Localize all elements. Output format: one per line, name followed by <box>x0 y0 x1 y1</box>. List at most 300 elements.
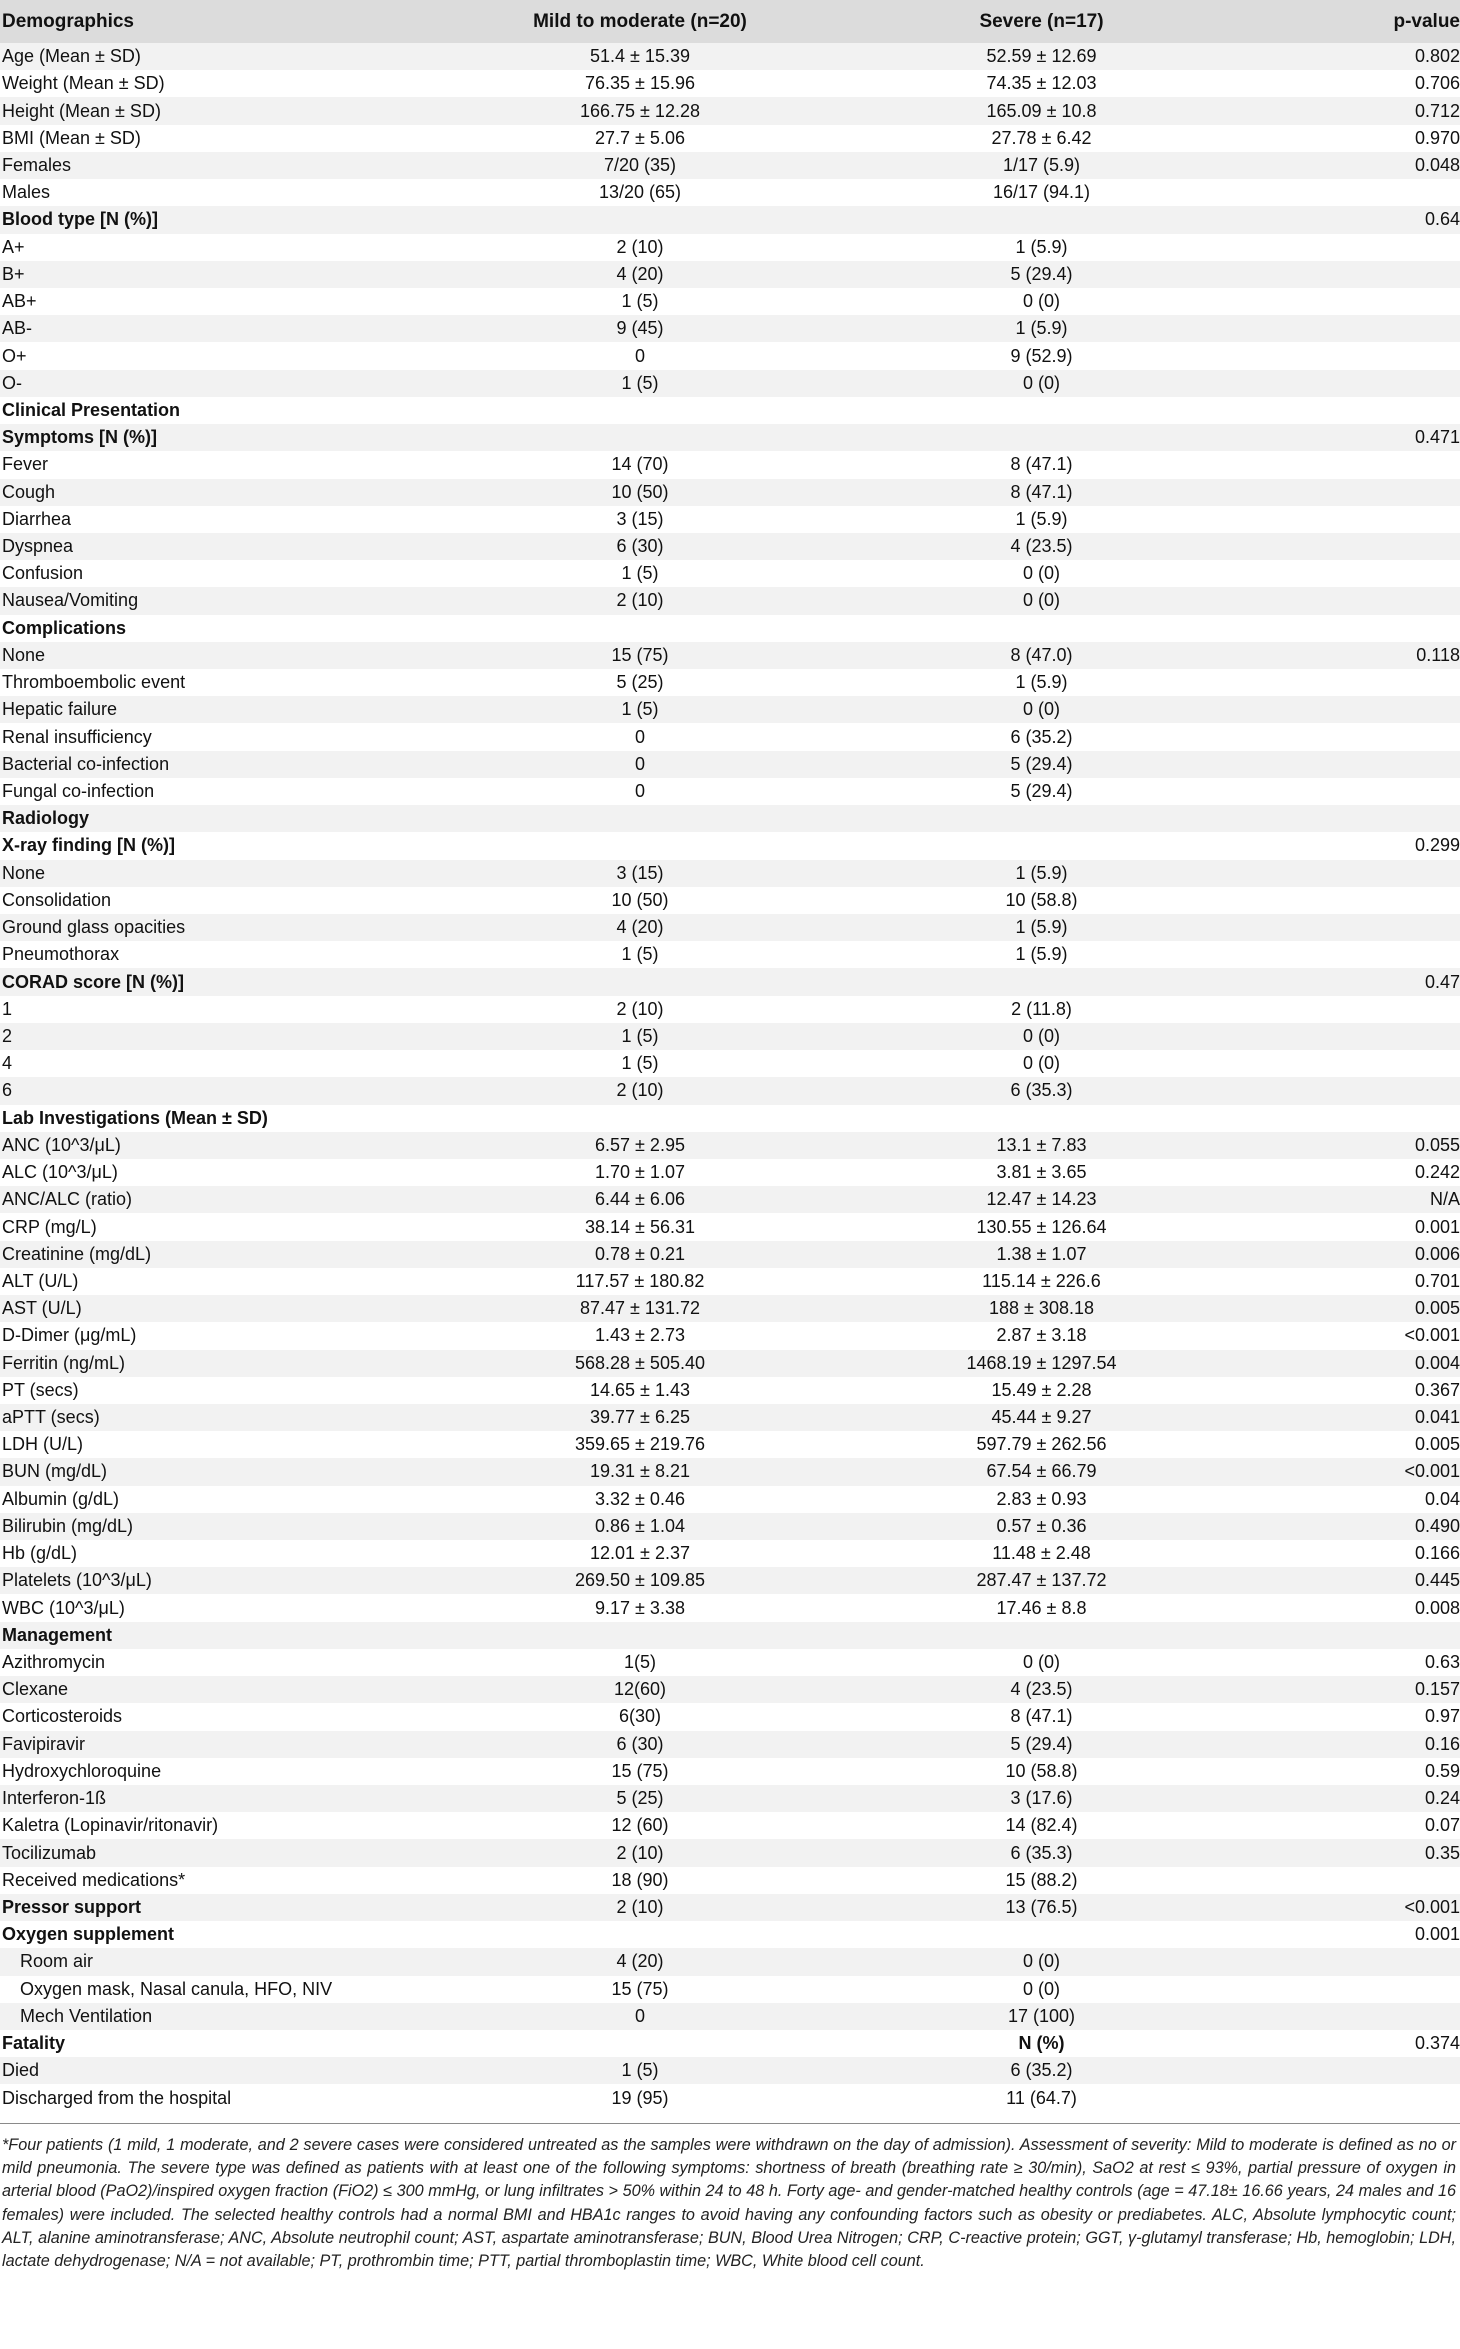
section-header-row <box>0 206 1460 233</box>
severe-cell: 8 (47.1) <box>1010 1706 1073 1727</box>
mild-to-moderate-cell: 15 (75) <box>611 1978 669 1999</box>
row-label: ANC/ALC (ratio) <box>2 1189 133 1210</box>
severe-cell: 0 (0) <box>1022 563 1060 584</box>
row-label: ALC (10^3/μL) <box>2 1162 118 1183</box>
row-label: Received medications* <box>2 1869 186 1890</box>
table-row <box>0 696 1460 723</box>
mild-to-moderate-cell: 2 (10) <box>616 236 664 257</box>
mild-to-moderate-cell: 3 (15) <box>616 508 664 529</box>
p-value-cell <box>1285 261 1460 288</box>
row-label: None <box>2 644 46 665</box>
row-label: Lab Investigations (Mean ± SD) <box>2 1107 268 1128</box>
p-value-cell: 0.64 <box>1424 209 1460 230</box>
row-label: LDH (U/L) <box>2 1434 84 1455</box>
p-value-cell <box>1285 370 1460 397</box>
p-value-cell: 0.367 <box>1414 1379 1460 1400</box>
severe-cell: 45.44 ± 9.27 <box>991 1407 1092 1428</box>
row-label: X-ray finding [N (%)] <box>2 835 175 856</box>
table-row <box>0 1676 1460 1703</box>
severe-cell: 0 (0) <box>1022 1025 1060 1046</box>
table-row <box>0 1758 1460 1785</box>
severe-cell <box>798 1622 1285 1649</box>
table-row <box>0 1486 1460 1513</box>
table-row <box>0 261 1460 288</box>
severe-cell <box>798 424 1285 451</box>
p-value-cell: 0.97 <box>1424 1706 1460 1727</box>
severe-cell: 10 (58.8) <box>1005 889 1078 910</box>
p-value-cell: 0.048 <box>1414 154 1460 175</box>
severe-cell: 12.47 ± 14.23 <box>986 1189 1097 1210</box>
row-label: Room air <box>20 1951 94 1972</box>
row-label: Age (Mean ± SD) <box>2 46 141 67</box>
mild-to-moderate-cell: 0 <box>634 753 645 774</box>
mild-to-moderate-cell: 1.70 ± 1.07 <box>595 1162 685 1183</box>
section-header-row <box>0 1622 1460 1649</box>
table-row <box>0 778 1460 805</box>
row-label: 1 <box>2 998 13 1019</box>
severe-cell: 17 (100) <box>1007 2005 1076 2026</box>
severe-cell: 0 (0) <box>1022 699 1060 720</box>
severe-cell: 11 (64.7) <box>1006 2087 1077 2108</box>
row-label: Symptoms [N (%)] <box>2 427 158 448</box>
footnote-divider <box>0 2123 1460 2124</box>
mild-to-moderate-cell <box>482 424 798 451</box>
table-row <box>0 1241 1460 1268</box>
severe-cell: 0 (0) <box>1022 590 1060 611</box>
row-label: 4 <box>2 1053 13 1074</box>
severe-cell: N (%) <box>1018 2033 1065 2054</box>
severe-cell <box>798 1921 1285 1948</box>
row-label: Kaletra (Lopinavir/ritonavir) <box>2 1815 219 1836</box>
row-label: Oxygen supplement <box>2 1924 175 1945</box>
mild-to-moderate-cell <box>482 832 798 859</box>
mild-to-moderate-cell: 19 (95) <box>611 2087 669 2108</box>
p-value-cell: 0.008 <box>1414 1597 1460 1618</box>
severe-cell: 17.46 ± 8.8 <box>996 1597 1087 1618</box>
table-row <box>0 1731 1460 1758</box>
section-header-row <box>0 615 1460 642</box>
p-value-cell <box>1285 479 1460 506</box>
severe-cell: 10 (58.8) <box>1005 1760 1078 1781</box>
row-label: Bilirubin (mg/dL) <box>2 1515 134 1536</box>
mild-to-moderate-cell: 2 (10) <box>616 1842 664 1863</box>
row-label: ALT (U/L) <box>2 1270 79 1291</box>
p-value-cell <box>1285 1976 1460 2003</box>
table-row <box>0 179 1460 206</box>
row-label: Clexane <box>2 1679 69 1700</box>
severe-cell: 13.1 ± 7.83 <box>996 1134 1087 1155</box>
table-row <box>0 723 1460 750</box>
p-value-cell: 0.970 <box>1414 127 1460 148</box>
severe-cell: 6 (35.2) <box>1010 2060 1073 2081</box>
row-label: Hepatic failure <box>2 699 118 720</box>
row-label: Fever <box>2 454 49 475</box>
severe-cell: 4 (23.5) <box>1010 1679 1073 1700</box>
p-value-cell: 0.041 <box>1414 1407 1460 1428</box>
table-row <box>0 1649 1460 1676</box>
table-row <box>0 1431 1460 1458</box>
table-row <box>0 1023 1460 1050</box>
table-row <box>0 1295 1460 1322</box>
p-value-cell <box>1285 696 1460 723</box>
row-label: CORAD score [N (%)] <box>2 971 185 992</box>
row-label: CRP (mg/L) <box>2 1216 97 1237</box>
p-value-cell: 0.242 <box>1414 1162 1460 1183</box>
mild-to-moderate-cell <box>482 805 798 832</box>
p-value-cell: 0.47 <box>1424 971 1460 992</box>
row-label: Diarrhea <box>2 508 72 529</box>
row-label: BUN (mg/dL) <box>2 1461 108 1482</box>
table-row <box>0 560 1460 587</box>
p-value-cell <box>1285 723 1460 750</box>
severe-cell: 67.54 ± 66.79 <box>986 1461 1097 1482</box>
row-label: None <box>2 862 46 883</box>
section-header-row <box>0 1894 1460 1921</box>
table-row <box>0 669 1460 696</box>
table-row <box>0 97 1460 124</box>
row-label: Favipiravir <box>2 1733 86 1754</box>
severe-cell: 597.79 ± 262.56 <box>976 1434 1107 1455</box>
row-label: Confusion <box>2 563 84 584</box>
table-row <box>0 587 1460 614</box>
row-label: Mech Ventilation <box>20 2005 153 2026</box>
mild-to-moderate-cell: 1(5) <box>623 1652 656 1673</box>
header-p-value: p-value <box>1393 10 1460 32</box>
row-label: Bacterial co-infection <box>2 753 170 774</box>
mild-to-moderate-cell: 1 (5) <box>621 563 659 584</box>
severe-cell: 3 (17.6) <box>1010 1788 1073 1809</box>
p-value-cell <box>1285 1077 1460 1104</box>
table-row <box>0 1458 1460 1485</box>
table-row <box>0 234 1460 261</box>
p-value-cell <box>1285 587 1460 614</box>
mild-to-moderate-cell: 4 (20) <box>616 917 664 938</box>
mild-to-moderate-cell: 6 (30) <box>616 536 664 557</box>
mild-to-moderate-cell: 7/20 (35) <box>603 154 677 175</box>
p-value-cell: <0.001 <box>1404 1896 1460 1917</box>
mild-to-moderate-cell <box>482 968 798 995</box>
table-row <box>0 288 1460 315</box>
p-value-cell: 0.299 <box>1414 835 1460 856</box>
p-value-cell <box>1285 914 1460 941</box>
p-value-cell: 0.24 <box>1424 1788 1460 1809</box>
table-row <box>0 1268 1460 1295</box>
header-mild-to-moderate: Mild to moderate (n=20) <box>533 10 747 32</box>
table-row <box>0 1839 1460 1866</box>
severe-cell: 2.87 ± 3.18 <box>996 1325 1087 1346</box>
mild-to-moderate-cell: 0 <box>634 726 645 747</box>
table-row <box>0 1077 1460 1104</box>
severe-cell: 11.48 ± 2.48 <box>992 1543 1091 1564</box>
row-label: Clinical Presentation <box>2 399 181 420</box>
row-label: Consolidation <box>2 889 112 910</box>
severe-cell: 8 (47.1) <box>1010 481 1073 502</box>
severe-cell: 5 (29.4) <box>1010 753 1073 774</box>
severe-cell: 4 (23.5) <box>1010 536 1073 557</box>
row-label: Renal insufficiency <box>2 726 152 747</box>
row-label: Platelets (10^3/μL) <box>2 1570 152 1591</box>
mild-to-moderate-cell: 6.44 ± 6.06 <box>595 1189 685 1210</box>
mild-to-moderate-cell: 9 (45) <box>616 318 664 339</box>
mild-to-moderate-cell: 10 (50) <box>611 889 669 910</box>
severe-cell: 1 (5.9) <box>1015 944 1068 965</box>
p-value-cell: 0.055 <box>1414 1134 1460 1155</box>
p-value-cell <box>1285 669 1460 696</box>
table-row <box>0 1948 1460 1975</box>
p-value-cell: N/A <box>1429 1189 1460 1210</box>
table-row <box>0 70 1460 97</box>
p-value-cell <box>1285 996 1460 1023</box>
table-row <box>0 941 1460 968</box>
table-row <box>0 1050 1460 1077</box>
row-label: Interferon-1ß <box>2 1788 107 1809</box>
severe-cell <box>798 832 1285 859</box>
table-row <box>0 1186 1460 1213</box>
row-label: O+ <box>2 345 27 366</box>
p-value-cell: 0.07 <box>1424 1815 1460 1836</box>
severe-cell: 5 (29.4) <box>1010 263 1073 284</box>
row-label: Management <box>2 1624 113 1645</box>
table-row <box>0 1132 1460 1159</box>
mild-to-moderate-cell: 2 (10) <box>616 1896 664 1917</box>
p-value-cell: 0.16 <box>1424 1733 1460 1754</box>
severe-cell: 52.59 ± 12.69 <box>986 46 1097 67</box>
p-value-cell <box>1285 2003 1460 2030</box>
mild-to-moderate-cell: 12.01 ± 2.37 <box>590 1543 690 1564</box>
p-value-cell: 0.701 <box>1414 1270 1460 1291</box>
severe-cell: 6 (35.3) <box>1010 1842 1073 1863</box>
severe-cell: 165.09 ± 10.8 <box>986 100 1097 121</box>
row-label: Cough <box>2 481 56 502</box>
row-label: Fungal co-infection <box>2 781 155 802</box>
p-value-cell <box>1285 887 1460 914</box>
table-row <box>0 152 1460 179</box>
mild-to-moderate-cell <box>482 1105 798 1132</box>
table-row <box>0 370 1460 397</box>
row-label: Discharged from the hospital <box>2 2087 232 2108</box>
row-label: Hb (g/dL) <box>2 1543 78 1564</box>
mild-to-moderate-cell: 117.57 ± 180.82 <box>575 1270 705 1291</box>
table-row <box>0 479 1460 506</box>
p-value-cell <box>1285 2057 1460 2084</box>
mild-to-moderate-cell: 269.50 ± 109.85 <box>575 1570 705 1591</box>
table-row <box>0 1377 1460 1404</box>
p-value-cell <box>1285 941 1460 968</box>
mild-to-moderate-cell: 5 (25) <box>616 1788 664 1809</box>
mild-to-moderate-cell: 1 (5) <box>621 944 659 965</box>
p-value-cell: 0.706 <box>1414 73 1460 94</box>
p-value-cell: 0.004 <box>1414 1352 1460 1373</box>
p-value-cell: 0.001 <box>1414 1924 1460 1945</box>
mild-to-moderate-cell: 14.65 ± 1.43 <box>590 1379 690 1400</box>
mild-to-moderate-cell: 1 (5) <box>621 372 659 393</box>
p-value-cell <box>1285 560 1460 587</box>
severe-cell: 1 (5.9) <box>1015 672 1068 693</box>
p-value-cell <box>1285 1622 1460 1649</box>
table-row <box>0 2003 1460 2030</box>
mild-to-moderate-cell <box>482 1921 798 1948</box>
row-label: aPTT (secs) <box>2 1407 100 1428</box>
severe-cell: 1 (5.9) <box>1015 917 1068 938</box>
section-header-row <box>0 968 1460 995</box>
mild-to-moderate-cell: 1 (5) <box>621 291 659 312</box>
row-label: B+ <box>2 263 25 284</box>
severe-cell: 287.47 ± 137.72 <box>976 1570 1107 1591</box>
mild-to-moderate-cell: 18 (90) <box>611 1869 669 1890</box>
row-label: Nausea/Vomiting <box>2 590 139 611</box>
table-header-row <box>0 0 1460 43</box>
table-row <box>0 1812 1460 1839</box>
severe-cell: 5 (29.4) <box>1010 1733 1073 1754</box>
mild-to-moderate-cell: 15 (75) <box>611 644 669 665</box>
mild-to-moderate-cell: 9.17 ± 3.38 <box>595 1597 685 1618</box>
row-label: Radiology <box>2 808 90 829</box>
p-value-cell <box>1285 805 1460 832</box>
table-body <box>0 43 1460 2112</box>
table-row <box>0 533 1460 560</box>
severe-cell: 1 (5.9) <box>1015 862 1068 883</box>
table-row <box>0 887 1460 914</box>
table-row <box>0 642 1460 669</box>
section-header-row <box>0 1105 1460 1132</box>
row-label: Ground glass opacities <box>2 917 186 938</box>
severe-cell: 1 (5.9) <box>1015 318 1068 339</box>
p-value-cell: <0.001 <box>1404 1461 1460 1482</box>
mild-to-moderate-cell: 51.4 ± 15.39 <box>590 46 690 67</box>
mild-to-moderate-cell: 13/20 (65) <box>598 182 682 203</box>
mild-to-moderate-cell <box>482 206 798 233</box>
severe-cell <box>798 206 1285 233</box>
mild-to-moderate-cell: 6(30) <box>618 1706 662 1727</box>
mild-to-moderate-cell <box>482 397 798 424</box>
table-row <box>0 2084 1460 2111</box>
severe-cell: 8 (47.0) <box>1010 644 1073 665</box>
severe-cell: 13 (76.5) <box>1005 1896 1078 1917</box>
p-value-cell: 0.374 <box>1414 2033 1460 2054</box>
p-value-cell: 0.35 <box>1424 1842 1460 1863</box>
p-value-cell: 0.712 <box>1414 100 1460 121</box>
mild-to-moderate-cell: 3 (15) <box>616 862 664 883</box>
row-label: AB- <box>2 318 33 339</box>
p-value-cell: 0.490 <box>1414 1515 1460 1536</box>
mild-to-moderate-cell: 10 (50) <box>611 481 669 502</box>
p-value-cell: 0.157 <box>1414 1679 1460 1700</box>
table-row <box>0 1213 1460 1240</box>
p-value-cell <box>1285 1105 1460 1132</box>
p-value-cell: 0.118 <box>1416 644 1460 665</box>
table-row <box>0 1785 1460 1812</box>
severe-cell: 16/17 (94.1) <box>992 182 1091 203</box>
table-row <box>0 342 1460 369</box>
severe-cell: 0 (0) <box>1022 1652 1060 1673</box>
mild-to-moderate-cell: 1 (5) <box>621 699 659 720</box>
severe-cell: 1468.19 ± 1297.54 <box>966 1352 1117 1373</box>
severe-cell: 0 (0) <box>1022 291 1060 312</box>
mild-to-moderate-cell: 6 (30) <box>616 1733 664 1754</box>
row-label: PT (secs) <box>2 1379 79 1400</box>
p-value-cell <box>1285 315 1460 342</box>
row-label: Thromboembolic event <box>2 672 186 693</box>
table-row <box>0 1159 1460 1186</box>
p-value-cell <box>1285 778 1460 805</box>
table-row <box>0 751 1460 778</box>
row-label: O- <box>2 372 22 393</box>
p-value-cell: 0.445 <box>1414 1570 1460 1591</box>
table-row <box>0 1513 1460 1540</box>
mild-to-moderate-cell: 39.77 ± 6.25 <box>590 1407 690 1428</box>
p-value-cell <box>1285 860 1460 887</box>
p-value-cell <box>1285 1050 1460 1077</box>
row-label: AB+ <box>2 291 37 312</box>
p-value-cell: 0.59 <box>1424 1760 1460 1781</box>
severe-cell: 2 (11.8) <box>1011 998 1072 1019</box>
mild-to-moderate-cell: 0.86 ± 1.04 <box>595 1515 685 1536</box>
mild-to-moderate-cell: 166.75 ± 12.28 <box>580 100 700 121</box>
severe-cell: 0 (0) <box>1022 1053 1060 1074</box>
row-label: Height (Mean ± SD) <box>2 100 161 121</box>
p-value-cell <box>1285 342 1460 369</box>
mild-to-moderate-cell: 27.7 ± 5.06 <box>595 127 685 148</box>
p-value-cell <box>1285 179 1460 206</box>
p-value-cell <box>1285 1867 1460 1894</box>
mild-to-moderate-cell: 2 (10) <box>616 1080 664 1101</box>
mild-to-moderate-cell: 1 (5) <box>621 2060 659 2081</box>
severe-cell: 3.81 ± 3.65 <box>996 1162 1087 1183</box>
mild-to-moderate-cell <box>482 2030 798 2057</box>
mild-to-moderate-cell: 1 (5) <box>621 1053 659 1074</box>
severe-cell: 2.83 ± 0.93 <box>996 1488 1087 1509</box>
p-value-cell <box>1285 751 1460 778</box>
section-header-row <box>0 397 1460 424</box>
p-value-cell: 0.04 <box>1424 1488 1460 1509</box>
table-footnote: *Four patients (1 mild, 1 moderate, and 2 severe cases were considered untreated as the samples were withdrawn on the day of admission). Assessment of severity: Mild to moderate is defined as no or mild pneumonia. The severe type was defined as patients with at least one of the following symptoms: shortness of breath (breathing rate ≥ 30/min), SaO2 at rest ≤ 93%, partial pressure of oxygen in arterial blood (PaO2)/inspired oxygen fraction (FiO2) ≤ 300 mmHg, or lung infiltrates > 50% within 24 to 48 h. Forty age- and gender-matched healthy controls (age = 47.18± 16.66 years, 24 males and 16 females) were included. The selected healthy controls had a normal BMI and HBA1c ranges to avoid having any confounding factors such as obesity or prediabetes. ALC, Absolute lymphocytic count; ALT, alanine aminotransferase; ANC, Absolute neutrophil count; AST, aspartate aminotransferase; BUN, Blood Urea Nitrogen; CRP, C-reactive protein; GGT, γ-glutamyl transferase; Hb, hemoglobin; LDH, lactate dehydrogenase; N/A = not available; PT, prothrombin time; PTT, partial thromboplastin time; WBC, White blood cell count. <box>2 2135 1456 2271</box>
severe-cell: 74.35 ± 12.03 <box>986 73 1097 94</box>
p-value-cell <box>1285 2084 1460 2111</box>
severe-cell <box>798 805 1285 832</box>
severe-cell: 8 (47.1) <box>1010 454 1073 475</box>
header-demographics: Demographics <box>2 10 134 32</box>
mild-to-moderate-cell: 4 (20) <box>616 263 664 284</box>
p-value-cell: <0.001 <box>1404 1325 1460 1346</box>
section-header-row <box>0 2030 1460 2057</box>
row-label: ANC (10^3/μL) <box>2 1134 121 1155</box>
table-row <box>0 914 1460 941</box>
table-row <box>0 860 1460 887</box>
severe-cell: 15 (88.2) <box>1005 1869 1078 1890</box>
p-value-cell <box>1285 615 1460 642</box>
table-row <box>0 1322 1460 1349</box>
section-header-row <box>0 1921 1460 1948</box>
table-row <box>0 1350 1460 1377</box>
severe-cell: 1 (5.9) <box>1015 236 1068 257</box>
p-value-cell: 0.001 <box>1414 1216 1460 1237</box>
mild-to-moderate-cell: 359.65 ± 219.76 <box>575 1434 705 1455</box>
row-label: WBC (10^3/μL) <box>2 1597 125 1618</box>
severe-cell: 0 (0) <box>1022 1978 1060 1999</box>
severe-cell: 1.38 ± 1.07 <box>996 1243 1087 1264</box>
severe-cell <box>798 1105 1285 1132</box>
severe-cell: 6 (35.3) <box>1010 1080 1073 1101</box>
row-label: Males <box>2 182 51 203</box>
mild-to-moderate-cell: 76.35 ± 15.96 <box>585 73 695 94</box>
table-row <box>0 506 1460 533</box>
p-value-cell: 0.63 <box>1424 1652 1460 1673</box>
p-value-cell: 0.471 <box>1414 427 1460 448</box>
table-row <box>0 1867 1460 1894</box>
p-value-cell <box>1285 506 1460 533</box>
row-label: Oxygen mask, Nasal canula, HFO, NIV <box>20 1978 333 1999</box>
severe-cell: 5 (29.4) <box>1010 781 1073 802</box>
